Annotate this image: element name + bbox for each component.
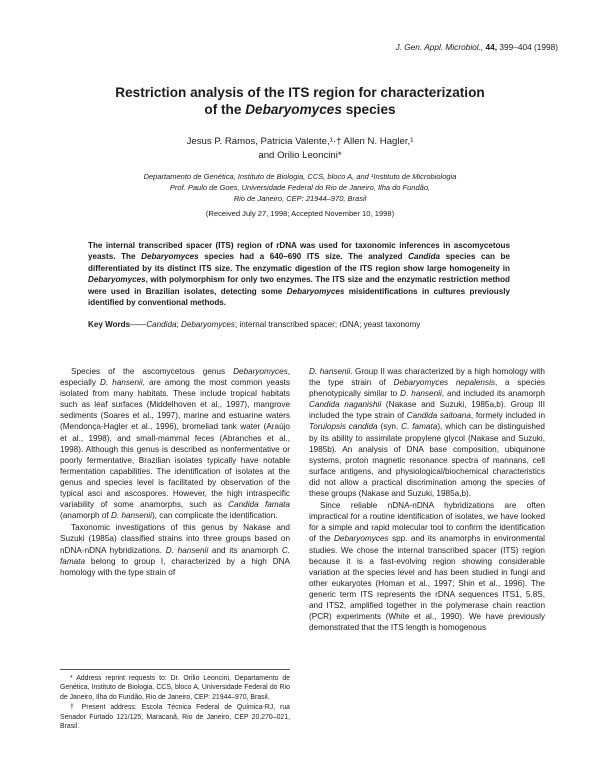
affiliation-line-2: Prof. Paulo de Goes, Universidade Federal do Rio de Janeiro, Ilha do Fundão,: [169, 183, 431, 193]
footnote-divider: [60, 669, 290, 670]
text-run: . Group II was characterized by a high homology with the type strain of: [309, 367, 545, 388]
text-run: , especially: [60, 367, 290, 388]
italic-run: Debaryomyces: [333, 534, 389, 544]
title-line-2-suffix: species: [341, 102, 396, 117]
keywords-rest: ; internal transcribed spacer; rDNA; yeast taxonomy: [234, 320, 421, 329]
abstract-text: The internal transcribed spacer (ITS) region of rDNA was used for taxonomic inferences in ascomycetous yeasts. The: [88, 241, 510, 262]
body-column-right: [309, 366, 545, 633]
text-run: Species of the ascomycetous genus: [71, 367, 234, 376]
paragraph: [309, 366, 545, 499]
text-run: and its anamorph: [208, 545, 282, 555]
footnote-present-address: † Present address: Escola Técnica Federal de Química-RJ, rua Senador Furtado 121/125, Maracanã, Rio de Janeiro, CEP 20.270–021, Brasil.: [60, 704, 290, 731]
keywords-separator: ;: [176, 320, 181, 329]
abstract-text: misidentifications in cultures previously identified by conventional methods.: [88, 286, 510, 308]
keyword-candida: Candida: [146, 320, 177, 329]
text-run: , and included its anamorph: [441, 389, 545, 399]
authors-line-1: Jesus P. Ramos, Patricia Valente,¹·† Allen N. Hagler,¹: [186, 136, 414, 147]
abstract-italic: Candida: [408, 252, 441, 262]
footnotes: [60, 674, 290, 732]
article-title: [0, 84, 600, 118]
abstract-text: , with polymorphism for only two enzymes. The ITS size and the enzymatic restriction method were used in Brazilian isolates, detecting some: [88, 275, 510, 296]
text-run: ), which can be distinguished by its ability to assimilate propylene glycol (Nakase and Suzuki, 1985b). An analysis of DNA base composition, ubiquinone systems, proton magnetic resonance spectra of mannans, cell surface antigens, and physiological/biochemical characteristics did not allow a practical discrimination among the species of these groups (Nakase and Suzuki, 1985a,b).: [309, 422, 545, 499]
abstract-text: species can be differentiated by its distinct ITS size. The enzymatic digestion of the ITS region show large homogeneity in: [88, 252, 511, 273]
affiliation-line-3: Rio de Janeiro, CEP: 21944–970, Brasil: [233, 194, 367, 204]
journal-name: J. Gen. Appl. Microbiol.,: [395, 42, 484, 52]
title-line-2-prefix: of the: [204, 102, 246, 117]
body-column-left: [60, 366, 290, 578]
italic-run: Debaryomyces: [233, 367, 288, 376]
footnote-correspondence: * Address reprint requests to: Dr. Orilio Leoncini, Departamento de Genética, Instituto de Biologia, CCS, bloco A, Universidade Federal do Rio de Janeiro, Ilha do Fundão, Rio de Janeiro, CEP: 21944–970, Brasil.: [60, 675, 290, 701]
text-run: Taxonomic investigations of this genus by Nakase and Suzuki (1985a) classified strains into three groups based on nDNA-nDNA hybridizations.: [60, 523, 290, 555]
italic-run: D. hansenii: [110, 511, 152, 521]
title-line-1: Restriction analysis of the ITS region for characterization: [115, 85, 485, 100]
abstract-italic: Debaryomyces: [286, 286, 345, 296]
text-run: ), can complicate the identification.: [151, 511, 278, 521]
text-run: , are among the most common yeasts isolated from many habitats. These include tropical habitats such as leaf surfaces (Middelhoven et al., 1997), mangrove sediments (Soares et al., 1997), marine and estuarine waters (Mendonça-Hagler et al., 1996), bromeliad tank water (Araújo et al., 1998), and small-mammal feces (Abranches et al., 1998). Although this genus is described as nonfermentative or poorly fermentative, Brazilian isolates typically have notable fermentation capabilities. The identification of isolates at the genus and species level is facilitated by observation of the typical asci and ascospores. However, the high intraspecific variability of some anamorphs, such as: [60, 378, 291, 510]
text-run: (anamorph of: [60, 511, 111, 521]
abstract-italic: Debaryomyces: [88, 275, 146, 285]
italic-run: Torulopsis candida: [309, 422, 378, 432]
text-run: spp. and its anamorphs in environmental studies. We chose the internal transcribed spacer (ITS) region because it is a fast-evolving region showing considerable variation at the species level and has been studied in fungi and other eukaryotes (Homan et al., 1997; Shin et al., 1996). The generic term ITS represents the rDNA sequences ITS1, 5.8S, and ITS2, amplified together in the polymerase chain reaction (PCR) experiments (White et al., 1990). We have previously demonstrated that the ITS length is homogenous: [309, 534, 545, 633]
affiliation-line-1: Departamento de Genética, Instituto de Biologia, CCS, bloco A, and ¹Instituto de Microbiologia: [143, 172, 457, 181]
text-run: , formely included in: [470, 411, 546, 421]
journal-volume: 44,: [485, 42, 498, 52]
keyword-debaryomyces: Debaryomyces: [180, 320, 235, 329]
keywords: [88, 320, 528, 329]
italic-run: Debaryomyces nepalensis: [393, 378, 495, 388]
affiliation: [0, 171, 600, 205]
abstract-text: species had a 640–690 ITS size. The analyzed: [198, 252, 409, 262]
text-run: (Nakase and Suzuki, 1985a,b). Group III included the type strain of: [309, 400, 545, 421]
keywords-dash: ——: [130, 320, 147, 329]
italic-run: D. hansenii: [309, 367, 351, 376]
authors-line-2: and Orilio Leoncini*: [258, 150, 342, 161]
italic-run: D. hansenii: [400, 389, 442, 399]
text-run: belong to group I, characterized by a high DNA homology with the type strain of: [60, 556, 290, 577]
text-run: (syn.: [377, 422, 402, 432]
keywords-label: Key Words: [88, 320, 131, 329]
italic-run: Candida saitoana: [406, 411, 471, 421]
journal-citation: [395, 42, 558, 52]
paragraph: [60, 522, 290, 577]
text-run: Since reliable nDNA-nDNA hybridizations are often impractical for a routine identification of isolates, we have looked for a simple and rapid molecular tool to confirm the identification of the: [309, 501, 545, 544]
italic-run: D. hansenii: [165, 545, 209, 555]
author-list: [0, 135, 600, 163]
title-genus: Debaryomyces: [245, 102, 342, 117]
abstract: [88, 240, 510, 308]
title-line-2: [0, 101, 600, 118]
italic-run: Candida famata: [228, 500, 290, 510]
paragraph: [60, 366, 290, 521]
text-run: , a species phenotypically similar to: [309, 378, 546, 399]
paragraph: [309, 500, 545, 633]
italic-run: Candida naganishii: [309, 400, 382, 410]
italic-run: C. famata: [401, 422, 438, 432]
italic-run: D. hansenii: [99, 378, 143, 388]
journal-pages: 399–404 (1998): [499, 42, 558, 52]
italic-run: C. famata: [60, 545, 290, 566]
abstract-italic: Debaryomyces: [141, 252, 199, 262]
received-dates: (Received July 27, 1998; Accepted November 10, 1998): [205, 209, 395, 218]
